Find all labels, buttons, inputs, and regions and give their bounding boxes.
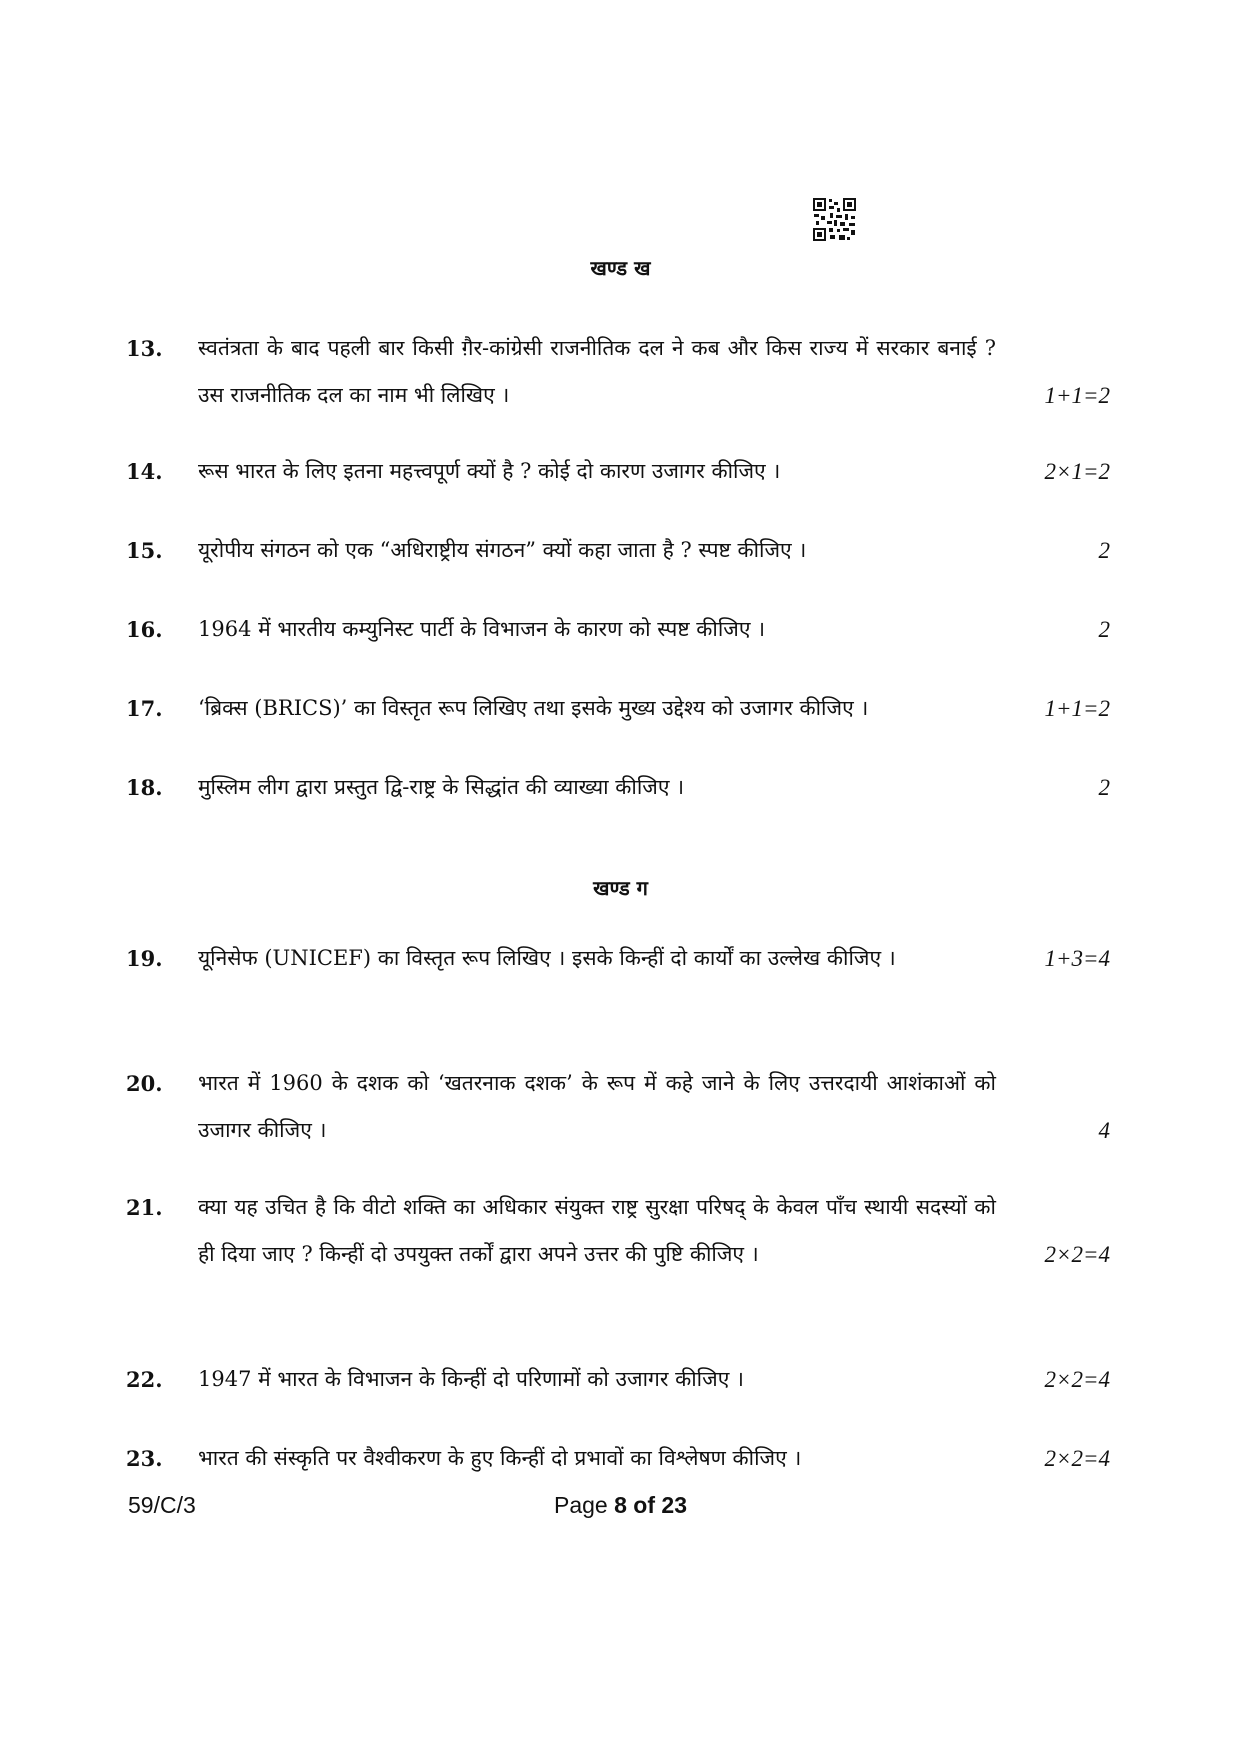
section-heading-kha: खण्ड ख — [590, 256, 651, 280]
page-total: 23 — [661, 1492, 687, 1518]
question-marks: 2×2=4 — [1044, 1242, 1110, 1267]
question-marks: 2×2=4 — [1044, 1446, 1110, 1471]
section-heading-ga: खण्ड ग — [593, 876, 648, 900]
question-text: भारत की संस्कृति पर वैश्वीकरण के हुए किन्हीं दो प्रभावों का विश्लेषण कीजिए । — [198, 1446, 802, 1470]
question-text: रूस भारत के लिए इतना महत्त्वपूर्ण क्यों है ? कोई दो कारण उजागर कीजिए । — [198, 459, 781, 483]
question-text: 1947 में भारत के विभाजन के किन्हीं दो परिणामों को उजागर कीजिए । — [198, 1367, 744, 1391]
paper-code: 59/C/3 — [128, 1492, 196, 1518]
question-number: 16. — [126, 617, 163, 642]
page-of: of — [633, 1492, 656, 1518]
question-marks: 2 — [1098, 775, 1110, 800]
question-number: 20. — [126, 1071, 163, 1096]
question-marks: 2×1=2 — [1044, 459, 1110, 484]
question-13 — [126, 325, 1116, 419]
question-text: यूनिसेफ (UNICEF) का विस्तृत रूप लिखिए । इसके किन्हीं दो कार्यों का उल्लेख कीजिए । — [198, 946, 896, 970]
question-marks: 4 — [1098, 1118, 1110, 1143]
page-indicator — [0, 1492, 1241, 1519]
question-number: 18. — [126, 775, 163, 800]
question-14 — [126, 448, 1116, 495]
question-number: 19. — [126, 946, 163, 971]
question-marks: 1+3=4 — [1044, 946, 1110, 971]
question-marks: 2 — [1098, 617, 1110, 642]
question-21 — [126, 1184, 1116, 1278]
question-22 — [126, 1356, 1116, 1403]
question-18 — [126, 764, 1116, 811]
question-number: 14. — [126, 459, 163, 484]
question-number: 15. — [126, 538, 163, 563]
question-text: भारत में 1960 के दशक को ‘खतरनाक दशक’ के रूप में कहे जाने के लिए उत्तरदायी आशंकाओं को उजागर कीजिए । — [198, 1071, 996, 1142]
question-number: 21. — [126, 1195, 163, 1220]
question-17 — [126, 685, 1116, 732]
question-number: 23. — [126, 1446, 163, 1471]
qr-code-icon — [812, 197, 857, 242]
page-prefix: Page — [554, 1492, 608, 1518]
question-marks: 1+1=2 — [1044, 383, 1110, 408]
question-20 — [126, 1060, 1116, 1154]
question-text: क्या यह उचित है कि वीटो शक्ति का अधिकार संयुक्त राष्ट्र सुरक्षा परिषद् के केवल पाँच स्थायी सदस्यों को ही दिया जाए ? किन्हीं दो उपयुक्त तर्कों द्वारा अपने उत्तर की पुष्टि कीजिए । — [198, 1195, 996, 1266]
question-text: मुस्लिम लीग द्वारा प्रस्तुत द्वि-राष्ट्र के सिद्धांत की व्याख्या कीजिए । — [198, 775, 685, 799]
question-16 — [126, 606, 1116, 653]
question-marks: 1+1=2 — [1044, 696, 1110, 721]
question-23 — [126, 1435, 1116, 1482]
question-19 — [126, 935, 1116, 982]
question-text: 1964 में भारतीय कम्युनिस्ट पार्टी के विभाजन के कारण को स्पष्ट कीजिए । — [198, 617, 766, 641]
question-number: 13. — [126, 336, 163, 361]
question-number: 22. — [126, 1367, 163, 1392]
question-text: ‘ब्रिक्स (BRICS)’ का विस्तृत रूप लिखिए तथा इसके मुख्य उद्देश्य को उजागर कीजिए । — [198, 696, 869, 720]
page-current: 8 — [614, 1492, 627, 1518]
question-text: स्वतंत्रता के बाद पहली बार किसी ग़ैर-कांग्रेसी राजनीतिक दल ने कब और किस राज्य में सरकार बनाई ? उस राजनीतिक दल का नाम भी लिखिए । — [198, 336, 996, 407]
question-text: यूरोपीय संगठन को एक “अधिराष्ट्रीय संगठन” क्यों कहा जाता है ? स्पष्ट कीजिए । — [198, 538, 807, 562]
question-marks: 2 — [1098, 538, 1110, 563]
question-marks: 2×2=4 — [1044, 1367, 1110, 1392]
question-15 — [126, 527, 1116, 574]
question-number: 17. — [126, 696, 163, 721]
